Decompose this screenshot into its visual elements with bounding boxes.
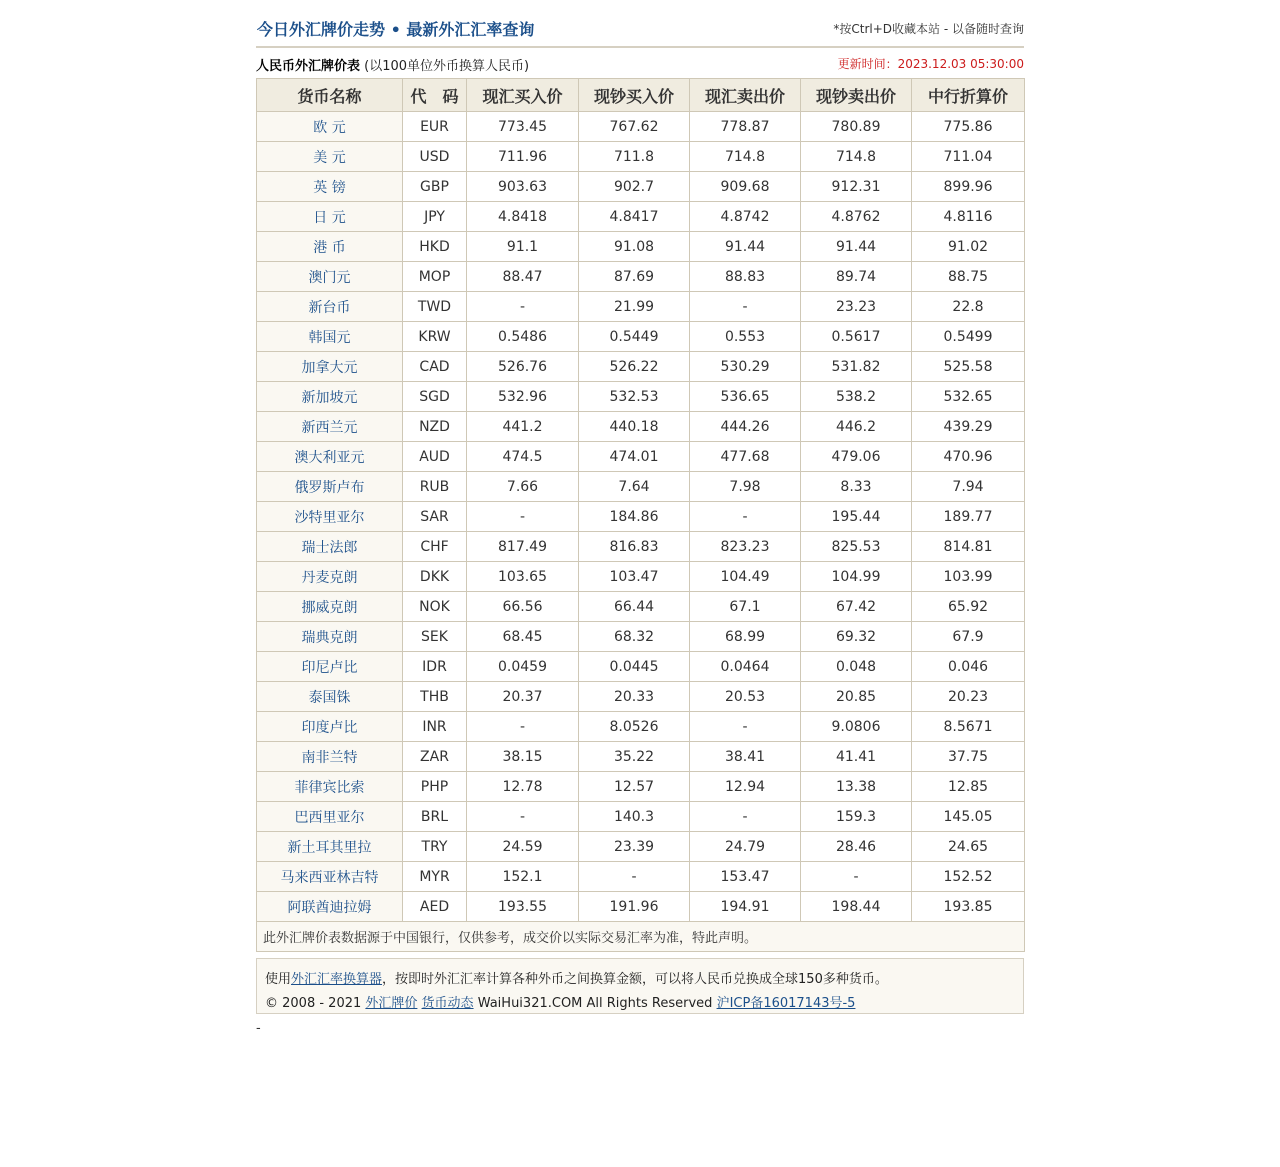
table-row <box>257 322 1025 352</box>
rate-cell: 8.5671 <box>912 712 1025 742</box>
rate-cell: 184.86 <box>579 502 690 532</box>
exchange-rate-table <box>256 78 1025 952</box>
currency-code: PHP <box>403 772 467 802</box>
currency-name: 瑞士法郎 <box>257 532 403 562</box>
table-row <box>257 232 1025 262</box>
currency-code: BRL <box>403 802 467 832</box>
rate-cell: 12.85 <box>912 772 1025 802</box>
rate-cell: 0.0464 <box>690 652 801 682</box>
currency-code: TWD <box>403 292 467 322</box>
table-row <box>257 352 1025 382</box>
rate-cell: 152.1 <box>467 862 579 892</box>
rate-cell: 8.33 <box>801 472 912 502</box>
rate-cell: 35.22 <box>579 742 690 772</box>
currency-code: CHF <box>403 532 467 562</box>
rate-cell: 89.74 <box>801 262 912 292</box>
rate-cell: 145.05 <box>912 802 1025 832</box>
currency-code: AUD <box>403 442 467 472</box>
currency-code: ZAR <box>403 742 467 772</box>
rate-cell: 20.23 <box>912 682 1025 712</box>
rate-cell: 88.47 <box>467 262 579 292</box>
table-row <box>257 772 1025 802</box>
rate-cell: 66.56 <box>467 592 579 622</box>
currency-code: MOP <box>403 262 467 292</box>
rate-cell: 12.57 <box>579 772 690 802</box>
currency-name: 加拿大元 <box>257 352 403 382</box>
rate-cell: 21.99 <box>579 292 690 322</box>
rate-cell: 780.89 <box>801 112 912 142</box>
rate-cell: 714.8 <box>801 142 912 172</box>
rate-cell: 24.79 <box>690 832 801 862</box>
currency-name: 俄罗斯卢布 <box>257 472 403 502</box>
rate-cell: 91.44 <box>690 232 801 262</box>
table-row <box>257 622 1025 652</box>
currency-code: MYR <box>403 862 467 892</box>
table-caption-unit: (以100单位外币换算人民币) <box>360 59 530 74</box>
currency-code: NZD <box>403 412 467 442</box>
rate-cell: 66.44 <box>579 592 690 622</box>
rate-cell: 88.75 <box>912 262 1025 292</box>
site-name-text: WaiHui321.COM All Rights Reserved <box>473 996 717 1011</box>
column-header: 现汇卖出价 <box>690 79 801 112</box>
rate-cell: - <box>467 712 579 742</box>
rate-cell: 823.23 <box>690 532 801 562</box>
currency-name: 澳门元 <box>257 262 403 292</box>
column-header: 代 码 <box>403 79 467 112</box>
currency-name: 南非兰特 <box>257 742 403 772</box>
currency-code: AED <box>403 892 467 922</box>
table-row <box>257 532 1025 562</box>
rate-cell: 474.01 <box>579 442 690 472</box>
rate-cell: 532.53 <box>579 382 690 412</box>
table-row <box>257 442 1025 472</box>
currency-name: 韩国元 <box>257 322 403 352</box>
rate-cell: 474.5 <box>467 442 579 472</box>
table-row <box>257 682 1025 712</box>
trailing-text: - <box>256 1021 261 1036</box>
page-title: 今日外汇牌价走势 • 最新外汇汇率查询 <box>257 20 535 39</box>
rate-cell: 0.0459 <box>467 652 579 682</box>
rate-cell: 20.33 <box>579 682 690 712</box>
rate-cell: 12.78 <box>467 772 579 802</box>
rate-cell: 446.2 <box>801 412 912 442</box>
column-header: 现汇买入价 <box>467 79 579 112</box>
column-header: 现钞卖出价 <box>801 79 912 112</box>
table-row <box>257 832 1025 862</box>
rate-cell: 0.5617 <box>801 322 912 352</box>
rate-cell: 825.53 <box>801 532 912 562</box>
currency-name: 美 元 <box>257 142 403 172</box>
rate-cell: 470.96 <box>912 442 1025 472</box>
rate-cell: 0.046 <box>912 652 1025 682</box>
currency-name: 欧 元 <box>257 112 403 142</box>
rate-cell: 195.44 <box>801 502 912 532</box>
currency-code: RUB <box>403 472 467 502</box>
rate-cell: 24.65 <box>912 832 1025 862</box>
rate-cell: 152.52 <box>912 862 1025 892</box>
rate-cell: 814.81 <box>912 532 1025 562</box>
rate-cell: 9.0806 <box>801 712 912 742</box>
rate-cell: 153.47 <box>690 862 801 892</box>
rate-cell: 67.1 <box>690 592 801 622</box>
rate-cell: 7.66 <box>467 472 579 502</box>
rate-cell: 159.3 <box>801 802 912 832</box>
table-row <box>257 202 1025 232</box>
rate-cell: 22.8 <box>912 292 1025 322</box>
rate-cell: 23.23 <box>801 292 912 322</box>
disclaimer-note: 此外汇牌价表数据源于中国银行，仅供参考，成交价以实际交易汇率为准，特此声明。 <box>257 922 1025 952</box>
currency-name: 新西兰元 <box>257 412 403 442</box>
currency-name: 印度卢比 <box>257 712 403 742</box>
rate-cell: 28.46 <box>801 832 912 862</box>
rate-cell: 88.83 <box>690 262 801 292</box>
currency-name: 印尼卢比 <box>257 652 403 682</box>
rate-cell: 526.76 <box>467 352 579 382</box>
rate-cell: - <box>801 862 912 892</box>
column-header: 现钞买入价 <box>579 79 690 112</box>
rate-cell: 7.98 <box>690 472 801 502</box>
rate-cell: 912.31 <box>801 172 912 202</box>
rate-cell: - <box>467 802 579 832</box>
rate-cell: 20.37 <box>467 682 579 712</box>
rate-cell: 69.32 <box>801 622 912 652</box>
footer-copyright-line <box>265 992 855 1011</box>
rate-cell: - <box>690 292 801 322</box>
rate-cell: 67.9 <box>912 622 1025 652</box>
rate-cell: 191.96 <box>579 892 690 922</box>
rate-cell: 526.22 <box>579 352 690 382</box>
bookmark-hint: *按Ctrl+D收藏本站 - 以备随时查询 <box>833 22 1024 36</box>
rate-cell: 440.18 <box>579 412 690 442</box>
rate-cell: 87.69 <box>579 262 690 292</box>
rate-cell: 68.99 <box>690 622 801 652</box>
rate-cell: 479.06 <box>801 442 912 472</box>
table-row <box>257 172 1025 202</box>
currency-name: 新台币 <box>257 292 403 322</box>
rate-cell: 103.99 <box>912 562 1025 592</box>
rate-cell: 68.45 <box>467 622 579 652</box>
rate-cell: 7.64 <box>579 472 690 502</box>
rate-cell: 532.96 <box>467 382 579 412</box>
table-note-row <box>257 922 1025 952</box>
currency-code: NOK <box>403 592 467 622</box>
column-header: 中行折算价 <box>912 79 1025 112</box>
table-row <box>257 502 1025 532</box>
table-row <box>257 712 1025 742</box>
rate-cell: 65.92 <box>912 592 1025 622</box>
currency-code: USD <box>403 142 467 172</box>
page-container <box>256 0 1024 1011</box>
rate-cell: 140.3 <box>579 802 690 832</box>
rate-cell: - <box>690 712 801 742</box>
rate-cell: 439.29 <box>912 412 1025 442</box>
table-row <box>257 412 1025 442</box>
currency-name: 沙特里亚尔 <box>257 502 403 532</box>
footer-text: 使用 <box>265 972 292 987</box>
rate-cell: 68.32 <box>579 622 690 652</box>
rate-cell: 441.2 <box>467 412 579 442</box>
currency-code: INR <box>403 712 467 742</box>
rate-cell: 0.5486 <box>467 322 579 352</box>
rate-cell: 0.553 <box>690 322 801 352</box>
rate-cell: 91.1 <box>467 232 579 262</box>
rate-cell: 817.49 <box>467 532 579 562</box>
rate-cell: 24.59 <box>467 832 579 862</box>
rate-cell: 711.04 <box>912 142 1025 172</box>
currency-code: HKD <box>403 232 467 262</box>
footer-converter-line <box>265 968 888 987</box>
rate-cell: 91.08 <box>579 232 690 262</box>
rate-cell: 189.77 <box>912 502 1025 532</box>
rate-cell: - <box>690 502 801 532</box>
rate-cell: 103.47 <box>579 562 690 592</box>
rate-cell: 12.94 <box>690 772 801 802</box>
rate-cell: 773.45 <box>467 112 579 142</box>
currency-code: KRW <box>403 322 467 352</box>
rate-cell: 778.87 <box>690 112 801 142</box>
rate-cell: - <box>467 292 579 322</box>
rate-cell: 4.8417 <box>579 202 690 232</box>
table-caption <box>256 55 529 74</box>
rate-cell: 193.85 <box>912 892 1025 922</box>
table-caption-title: 人民币外汇牌价表 <box>256 59 361 74</box>
rate-cell: 767.62 <box>579 112 690 142</box>
rate-cell: 477.68 <box>690 442 801 472</box>
rate-cell: 903.63 <box>467 172 579 202</box>
rate-cell: 0.048 <box>801 652 912 682</box>
rates-link[interactable]: 外汇牌价 <box>365 996 418 1011</box>
rate-cell: 8.0526 <box>579 712 690 742</box>
rate-cell: 531.82 <box>801 352 912 382</box>
rate-cell: 198.44 <box>801 892 912 922</box>
rate-cell: 899.96 <box>912 172 1025 202</box>
rate-cell: 7.94 <box>912 472 1025 502</box>
table-row <box>257 802 1025 832</box>
rate-cell: 538.2 <box>801 382 912 412</box>
rate-cell: 902.7 <box>579 172 690 202</box>
rate-cell: 20.53 <box>690 682 801 712</box>
page-header <box>256 0 1024 48</box>
rate-cell: 41.41 <box>801 742 912 772</box>
rate-cell: 38.41 <box>690 742 801 772</box>
rate-cell: 525.58 <box>912 352 1025 382</box>
currency-code: CAD <box>403 352 467 382</box>
currency-name: 港 币 <box>257 232 403 262</box>
rate-cell: 909.68 <box>690 172 801 202</box>
currency-code: TRY <box>403 832 467 862</box>
icp-link[interactable]: 沪ICP备16017143号-5 <box>716 996 856 1011</box>
rate-cell: - <box>579 862 690 892</box>
rate-cell: 193.55 <box>467 892 579 922</box>
update-time: 更新时间：2023.12.03 05:30:00 <box>837 57 1024 71</box>
converter-link[interactable]: 外汇汇率换算器 <box>291 972 383 987</box>
currency-code: SAR <box>403 502 467 532</box>
rate-cell: 714.8 <box>690 142 801 172</box>
rate-cell: 816.83 <box>579 532 690 562</box>
currency-name: 英 镑 <box>257 172 403 202</box>
rate-cell: 444.26 <box>690 412 801 442</box>
rate-cell: 775.86 <box>912 112 1025 142</box>
currency-code: DKK <box>403 562 467 592</box>
currency-news-link[interactable]: 货币动态 <box>421 996 474 1011</box>
table-row <box>257 892 1025 922</box>
currency-code: SEK <box>403 622 467 652</box>
rate-cell: - <box>467 502 579 532</box>
table-row <box>257 112 1025 142</box>
rate-cell: 37.75 <box>912 742 1025 772</box>
rate-cell: 38.15 <box>467 742 579 772</box>
rate-cell: 4.8116 <box>912 202 1025 232</box>
rate-cell: 0.0445 <box>579 652 690 682</box>
rate-cell: 104.49 <box>690 562 801 592</box>
column-header: 货币名称 <box>257 79 403 112</box>
rate-cell: 530.29 <box>690 352 801 382</box>
currency-code: JPY <box>403 202 467 232</box>
currency-code: EUR <box>403 112 467 142</box>
table-row <box>257 562 1025 592</box>
rate-cell: 536.65 <box>690 382 801 412</box>
currency-name: 丹麦克朗 <box>257 562 403 592</box>
currency-name: 日 元 <box>257 202 403 232</box>
footer-text: ，按即时外汇汇率计算各种外币之间换算金额，可以将人民币兑换成全球150多种货币。 <box>382 972 888 987</box>
rate-cell: 23.39 <box>579 832 690 862</box>
table-row <box>257 142 1025 172</box>
rate-cell: 91.44 <box>801 232 912 262</box>
copyright-text: © 2008 - 2021 <box>265 996 366 1011</box>
rate-cell: 104.99 <box>801 562 912 592</box>
currency-code: IDR <box>403 652 467 682</box>
rate-cell: 4.8762 <box>801 202 912 232</box>
currency-name: 泰国铢 <box>257 682 403 712</box>
rate-cell: - <box>690 802 801 832</box>
currency-name: 新加坡元 <box>257 382 403 412</box>
rate-cell: 13.38 <box>801 772 912 802</box>
rate-cell: 194.91 <box>690 892 801 922</box>
table-row <box>257 292 1025 322</box>
rate-cell: 67.42 <box>801 592 912 622</box>
currency-code: SGD <box>403 382 467 412</box>
rate-cell: 0.5499 <box>912 322 1025 352</box>
rate-cell: 20.85 <box>801 682 912 712</box>
currency-name: 瑞典克朗 <box>257 622 403 652</box>
table-row <box>257 862 1025 892</box>
rate-cell: 711.96 <box>467 142 579 172</box>
table-row <box>257 382 1025 412</box>
currency-code: GBP <box>403 172 467 202</box>
currency-name: 菲律宾比索 <box>257 772 403 802</box>
rate-cell: 91.02 <box>912 232 1025 262</box>
rate-cell: 4.8742 <box>690 202 801 232</box>
table-row <box>257 472 1025 502</box>
site-footer <box>256 958 1024 1014</box>
table-row <box>257 262 1025 292</box>
table-row <box>257 652 1025 682</box>
currency-name: 挪威克朗 <box>257 592 403 622</box>
currency-name: 马来西亚林吉特 <box>257 862 403 892</box>
table-header-row <box>257 79 1025 112</box>
table-row <box>257 742 1025 772</box>
currency-name: 巴西里亚尔 <box>257 802 403 832</box>
rate-cell: 711.8 <box>579 142 690 172</box>
currency-name: 阿联酋迪拉姆 <box>257 892 403 922</box>
currency-name: 新土耳其里拉 <box>257 832 403 862</box>
rate-cell: 0.5449 <box>579 322 690 352</box>
rate-cell: 4.8418 <box>467 202 579 232</box>
rate-cell: 532.65 <box>912 382 1025 412</box>
table-row <box>257 592 1025 622</box>
currency-name: 澳大利亚元 <box>257 442 403 472</box>
rate-cell: 103.65 <box>467 562 579 592</box>
currency-code: THB <box>403 682 467 712</box>
